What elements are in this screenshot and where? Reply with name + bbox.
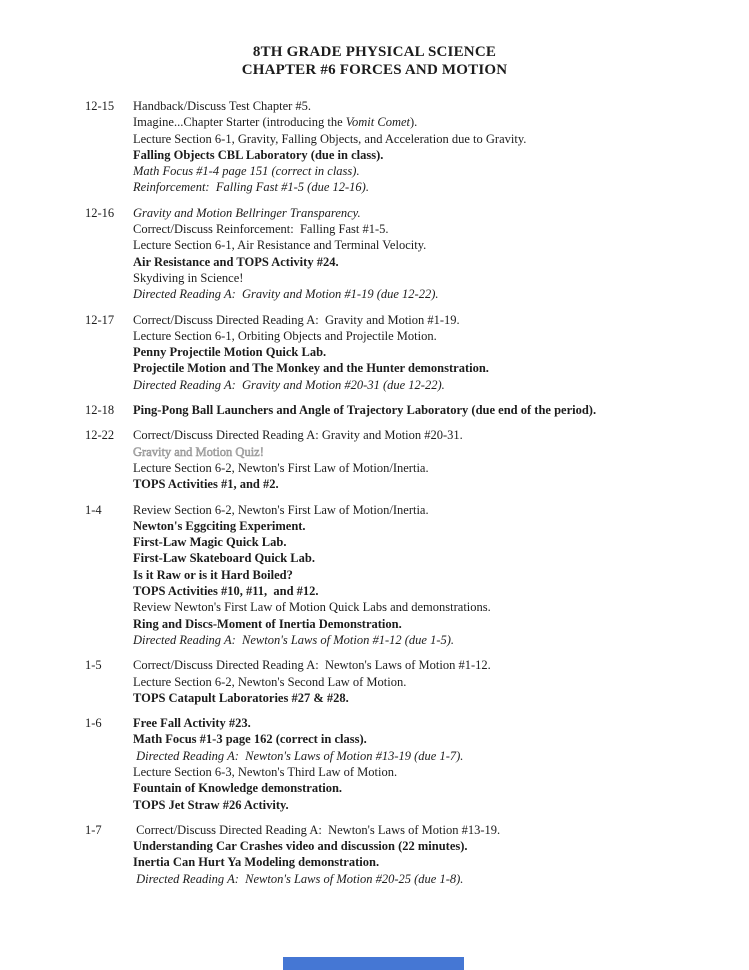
schedule-section (85, 427, 713, 492)
text-segment: Math Focus #1-4 page 151 (correct in class). (133, 164, 360, 179)
text-segment: TOPS Activities #10, #11, and #12. (133, 584, 319, 599)
schedule-line (133, 344, 713, 360)
schedule-line (133, 328, 713, 344)
section-lines (133, 657, 713, 706)
schedule-line (133, 731, 713, 747)
schedule-line (133, 583, 713, 599)
section-lines (133, 502, 713, 649)
section-lines (133, 715, 713, 813)
text-segment: First-Law Skateboard Quick Lab. (133, 551, 315, 566)
text-segment: Lecture Section 6-2, Newton's Second Law of Motion. (133, 674, 407, 689)
text-segment: Projectile Motion and The Monkey and the Hunter demonstration. (133, 361, 489, 376)
date-label: 1-5 (85, 658, 102, 673)
schedule-line (133, 715, 713, 731)
schedule-line (133, 312, 713, 328)
text-segment: ). (410, 115, 418, 130)
date-label: 12-18 (85, 403, 115, 418)
text-segment: Ping-Pong Ball Launchers and Angle of Trajectory Laboratory (due end of the period). (133, 403, 597, 418)
schedule-line (133, 402, 713, 418)
schedule-section (85, 312, 713, 393)
schedule-line (133, 205, 713, 221)
section-lines (133, 205, 713, 303)
schedule-line (133, 179, 713, 195)
text-segment: Directed Reading A: Newton's Laws of Motion #1-12 (due 1-5). (133, 632, 455, 647)
text-segment: Lecture Section 6-2, Newton's First Law of Motion/Inertia. (133, 460, 429, 475)
schedule-line (133, 114, 713, 130)
text-segment: TOPS Activities #1, and #2. (133, 477, 279, 492)
date-label: 1-7 (85, 822, 102, 837)
schedule-line (133, 163, 713, 179)
text-segment: Inertia Can Hurt Ya Modeling demonstration. (133, 855, 380, 870)
text-segment: Handback/Discuss Test Chapter #5. (133, 99, 312, 113)
date-label: 12-17 (85, 312, 115, 327)
schedule-line (133, 286, 713, 302)
text-segment: Correct/Discuss Directed Reading A: Newton's Laws of Motion #13-19. (133, 822, 501, 837)
date-label: 12-22 (85, 428, 115, 443)
text-segment: Falling Objects CBL Laboratory (due in class). (133, 147, 384, 162)
schedule-line (133, 131, 713, 147)
schedule-line (133, 534, 713, 550)
schedule-line (133, 98, 713, 114)
text-segment: Reinforcement: Falling Fast #1-5 (due 12-16). (133, 180, 369, 195)
scroll-indicator[interactable] (283, 957, 464, 970)
schedule-line (133, 502, 713, 518)
schedule-line (133, 599, 713, 615)
text-segment: Directed Reading A: Gravity and Motion #20-31 (due 12-22). (133, 377, 445, 392)
schedule-line (133, 764, 713, 780)
schedule-line (133, 518, 713, 534)
text-segment: Air Resistance and TOPS Activity #24. (133, 254, 339, 269)
schedule-line (133, 632, 713, 648)
schedule (0, 98, 749, 887)
schedule-line (133, 871, 713, 887)
text-segment: Lecture Section 6-1, Orbiting Objects and Projectile Motion. (133, 328, 437, 343)
date-label: 1-6 (85, 716, 102, 731)
schedule-line (133, 221, 713, 237)
section-lines (133, 98, 713, 196)
text-segment: Correct/Discuss Directed Reading A: Newton's Laws of Motion #1-12. (133, 658, 491, 673)
schedule-line (133, 270, 713, 286)
schedule-line (133, 476, 713, 492)
text-segment: Free Fall Activity #23. (133, 716, 251, 731)
date-label: 1-4 (85, 502, 102, 517)
text-segment: Gravity and Motion Quiz! (133, 444, 264, 459)
text-segment: Is it Raw or is it Hard Boiled? (133, 567, 293, 582)
text-segment: Math Focus #1-3 page 162 (correct in class). (133, 732, 367, 747)
schedule-line (133, 854, 713, 870)
schedule-line (133, 822, 713, 838)
section-lines (133, 402, 713, 418)
schedule-line (133, 444, 713, 460)
page-title-line2: CHAPTER #6 FORCES AND MOTION (241, 62, 508, 78)
text-segment: Penny Projectile Motion Quick Lab. (133, 345, 327, 360)
text-segment: TOPS Catapult Laboratories #27 & #28. (133, 690, 349, 705)
schedule-section (85, 715, 713, 813)
schedule-line (133, 674, 713, 690)
schedule-line (133, 237, 713, 253)
section-lines (133, 312, 713, 393)
schedule-section (85, 502, 713, 649)
text-segment: Ring and Discs-Moment of Inertia Demonstration. (133, 616, 402, 631)
schedule-section (85, 657, 713, 706)
text-segment: Correct/Discuss Reinforcement: Falling Fast #1-5. (133, 222, 389, 237)
text-segment: TOPS Jet Straw #26 Activity. (133, 797, 289, 812)
text-segment: Fountain of Knowledge demonstration. (133, 781, 343, 796)
text-segment: Skydiving in Science! (133, 270, 244, 285)
schedule-line (133, 657, 713, 673)
date-label: 12-16 (85, 205, 115, 220)
text-segment: Directed Reading A: Newton's Laws of Motion #13-19 (due 1-7). (133, 748, 464, 763)
schedule-section (85, 822, 713, 887)
section-lines (133, 427, 713, 492)
schedule-section (85, 98, 713, 196)
date-label: 12-15 (85, 99, 115, 113)
schedule-section (85, 205, 713, 303)
schedule-line (133, 550, 713, 566)
schedule-line (133, 797, 713, 813)
text-segment: Gravity and Motion Bellringer Transparency. (133, 205, 361, 220)
schedule-line (133, 427, 713, 443)
schedule-line (133, 147, 713, 163)
text-segment: Directed Reading A: Gravity and Motion #1-19 (due 12-22). (133, 287, 439, 302)
schedule-line (133, 616, 713, 632)
text-segment: Lecture Section 6-1, Gravity, Falling Objects, and Acceleration due to Gravity. (133, 131, 527, 146)
text-segment: First-Law Magic Quick Lab. (133, 535, 287, 550)
schedule-line (133, 690, 713, 706)
text-segment: Directed Reading A: Newton's Laws of Motion #20-25 (due 1-8). (133, 871, 464, 886)
schedule-line (133, 780, 713, 796)
schedule-line (133, 838, 713, 854)
text-segment: Imagine...Chapter Starter (introducing the (133, 115, 346, 130)
text-segment: Correct/Discuss Directed Reading A: Gravity and Motion #20-31. (133, 428, 463, 443)
text-segment: Lecture Section 6-1, Air Resistance and Terminal Velocity. (133, 238, 427, 253)
text-segment: Newton's Eggciting Experiment. (133, 518, 306, 533)
schedule-line (133, 360, 713, 376)
schedule-line (133, 254, 713, 270)
text-segment: Review Section 6-2, Newton's First Law of Motion/Inertia. (133, 502, 429, 517)
schedule-line (133, 377, 713, 393)
text-segment: Lecture Section 6-3, Newton's Third Law of Motion. (133, 764, 398, 779)
schedule-line (133, 748, 713, 764)
section-lines (133, 822, 713, 887)
schedule-line (133, 567, 713, 583)
page-title-line1: 8TH GRADE PHYSICAL SCIENCE (252, 44, 497, 60)
text-segment: Vomit Comet (345, 115, 411, 130)
text-segment: Review Newton's First Law of Motion Quick Labs and demonstrations. (133, 600, 491, 615)
text-segment: Correct/Discuss Directed Reading A: Gravity and Motion #1-19. (133, 312, 460, 327)
text-segment: Understanding Car Crashes video and discussion (22 minutes). (133, 839, 468, 854)
page-title (0, 0, 749, 79)
schedule-section (85, 402, 713, 418)
schedule-line (133, 460, 713, 476)
